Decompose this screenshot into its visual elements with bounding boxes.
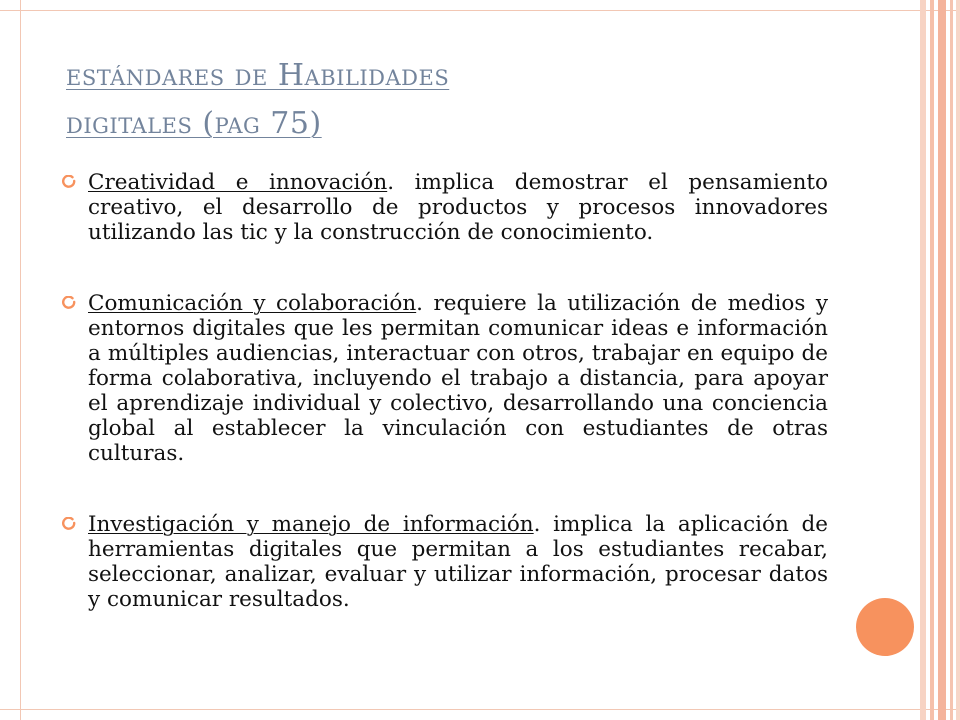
stripe <box>956 0 960 720</box>
bullet-term: Comunicación y colaboración <box>88 291 417 316</box>
open-ring-bullet-icon <box>62 517 76 531</box>
bullet-text: . implica demostrar el pensamiento creativo, el desarrollo de productos y procesos innovadores utilizando las tic y la construcción de conocimiento. <box>88 170 828 245</box>
stripe <box>930 0 934 720</box>
title-line-1: estándares de Habilidades <box>66 58 450 93</box>
bullet-term: Investigación y manejo de información <box>88 512 534 537</box>
bullet-text: . implica la aplicación de herramientas digitales que permitan a los estudiantes recabar, seleccionar, analizar, evaluar y utilizar información, procesar datos y comunicar resultados. <box>88 512 828 612</box>
list-item <box>62 170 828 245</box>
bullet-text: . requiere la utilización de medios y entornos digitales que les permitan comunicar ideas e información a múltiples audiencias, interactuar con otros, trabajar en equipo de forma colaborativa, incluyendo el trabajo a distancia, para apoyar el aprendizaje individual y colectivo, desarrollando una conciencia global al establecer la vinculación con estudiantes de otras culturas. <box>88 291 828 466</box>
open-ring-bullet-icon <box>62 175 76 189</box>
stripe <box>938 0 946 720</box>
top-frame-border <box>0 0 960 11</box>
orange-circle-decoration <box>856 598 914 656</box>
open-ring-bullet-icon <box>62 296 76 310</box>
stripe <box>950 0 953 720</box>
content-list <box>62 170 828 612</box>
left-frame-border <box>0 0 21 720</box>
bottom-frame-border <box>0 709 960 720</box>
right-decorative-stripes <box>920 0 960 720</box>
stripe <box>920 0 926 720</box>
title-line-2: digitales (pag 75) <box>66 106 322 141</box>
list-item <box>62 291 828 466</box>
bullet-term: Creatividad e innovación <box>88 170 388 195</box>
slide-title <box>66 52 866 148</box>
list-item <box>62 512 828 612</box>
